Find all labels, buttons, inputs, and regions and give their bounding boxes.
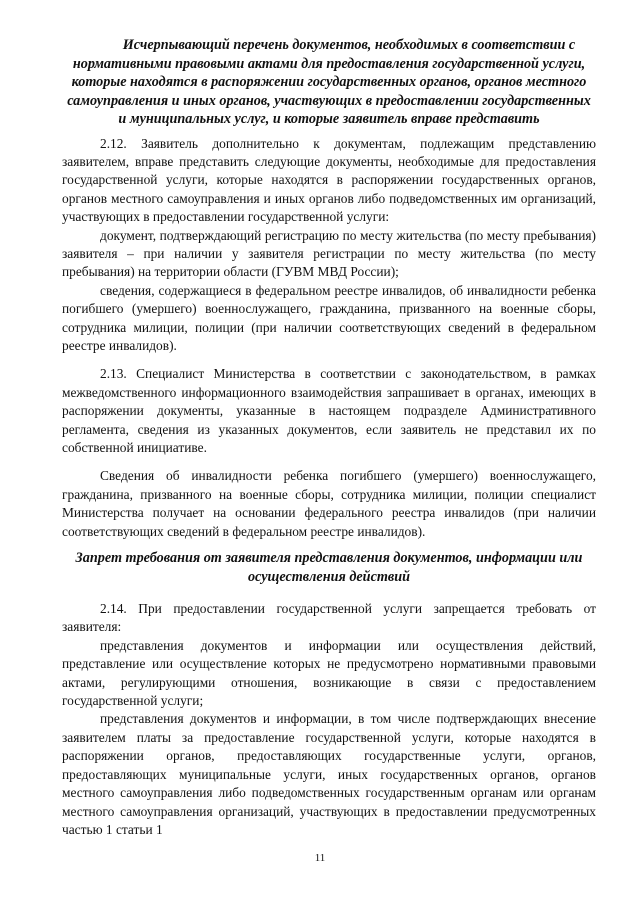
document-page	[62, 36, 596, 839]
section-heading-prohibition: Запрет требования от заявителя представления документов, информации или осуществления действий	[75, 550, 583, 585]
paragraph-2-13: 2.13. Специалист Министерства в соответствии с законодательством, в рамках межведомственного информационного взаимодействия запрашивает в органах, имеющих в распоряжении документы, указанные в настоящем подразделе Административного регламента, сведения из указанных документов, если заявитель не представил их по собственной инициативе.	[62, 366, 596, 455]
paragraph-registration-document: документ, подтверждающий регистрацию по месту жительства (по месту пребывания) заявителя – при наличии у заявителя регистрации по месту жительства (по месту пребывания) на территории области (ГУВМ МВД России);	[62, 227, 596, 280]
paragraph-disability-info: Сведения об инвалидности ребенка погибшего (умершего) военнослужащего, гражданина, призванного на военные сборы, сотрудника милиции, полиции специалист Министерства получает на основании федерального реестра инвалидов (при наличии соответствующих сведений в федеральном реестре инвалидов).	[62, 468, 596, 539]
paragraph-prohibited-actions: представления документов и информации или осуществления действий, представление или осуществление которых не предусмотрено нормативными правовыми актами, регулирующими отношения, возникающие в связи с предоставлением государственной услуги;	[62, 637, 596, 709]
section-heading-documents: Исчерпывающий перечень документов, необходимых в соответствии с нормативными правовыми актами для предоставления государственной услуги, которые находятся в распоряжении государственных органов, органов местного самоуправления и иных органов, участвующих в предоставлении государственных и муниципальных услуг, и которые заявитель вправе представить	[67, 37, 591, 127]
page-number: 11	[314, 852, 326, 864]
paragraph-disability-registry: сведения, содержащиеся в федеральном реестре инвалидов, об инвалидности ребенка погибшего (умершего) военнослужащего, гражданина, призванного на военные сборы, сотрудника милиции, полиции (при наличии соответствующих сведений в федеральном реестре инвалидов).	[62, 282, 596, 353]
paragraph-2-12: 2.12. Заявитель дополнительно к документам, подлежащим представлению заявителем, вправе представить следующие документы, необходимые для предоставления государственной услуги, которые находятся в распоряжении государственных органов, органов местного самоуправления и иных органов либо подведомственных им организаций, участвующих в предоставлении государственной услуги:	[62, 135, 596, 225]
paragraph-prohibited-documents: представления документов и информации, в том числе подтверждающих внесение заявителем платы за предоставление государственной услуги, которые находятся в распоряжении органов, предоставляющих государственные услуги, органов, предоставляющих муниципальные услуги, иных государственных органов, органов местного самоуправления либо подведомственных государственным органам или органам местного самоуправления организаций, участвующих в предоставлении предусмотренных частью 1 статьи 1	[62, 711, 596, 837]
paragraph-2-14: 2.14. При предоставлении государственной услуги запрещается требовать от заявителя:	[62, 601, 596, 635]
